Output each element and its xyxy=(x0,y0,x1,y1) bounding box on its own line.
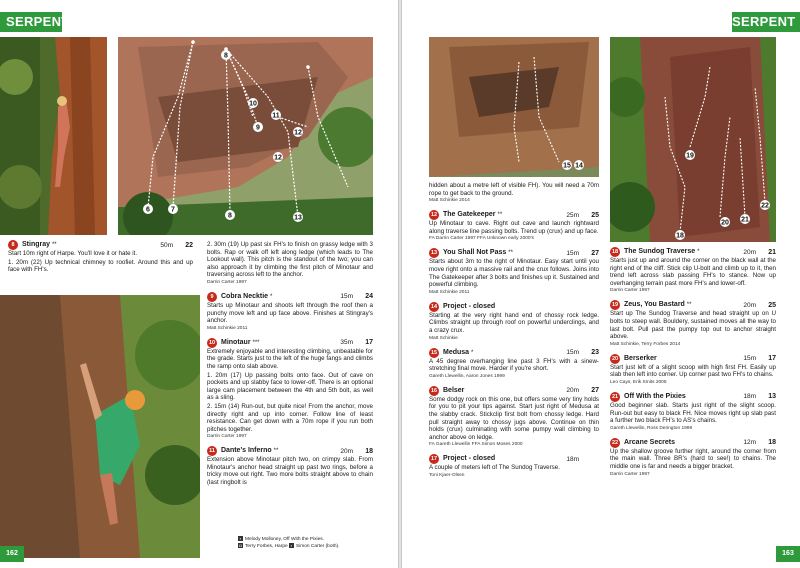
route-name: Minotaur xyxy=(221,338,251,346)
first-ascent: Darrin Carter 1997 xyxy=(207,434,247,440)
section-title: SERPENT xyxy=(732,14,796,29)
route-header xyxy=(8,240,193,250)
route-entry xyxy=(610,392,776,432)
topo-marker xyxy=(562,160,572,170)
topo-photo-sundog xyxy=(610,37,776,242)
route-pitch: 1. 20m (17) Up passing bolts onto face. Out of cave on pockets and up slabby face to lower-off. There is an optional large cam placement between the 4th and 5th bolt, as well as a sling. xyxy=(207,371,373,402)
route-number-badge: 17 xyxy=(430,456,438,463)
topo-marker-label: 19 xyxy=(686,152,694,160)
route-stars: ** xyxy=(273,448,279,455)
route-grade: 13 xyxy=(768,393,776,401)
topo-marker-label: 11 xyxy=(272,112,280,120)
route-stars: * xyxy=(270,293,273,300)
topo-marker xyxy=(143,204,153,214)
route-name: You Shall Not Pass xyxy=(443,249,507,257)
topo-marker-label: 14 xyxy=(575,162,583,170)
route-column-right-a xyxy=(429,182,599,485)
route-length: 18m xyxy=(743,393,756,401)
route-name: Medusa xyxy=(443,348,470,356)
first-ascent: Leo Cays, Erik Smits 2005 xyxy=(610,379,667,385)
route-stars: *** xyxy=(252,339,260,346)
route-length: 15m xyxy=(566,249,579,257)
camera-icon: ▪ xyxy=(290,542,293,548)
route-grade: 23 xyxy=(591,349,599,357)
route-name-wrap xyxy=(22,240,147,250)
topo-marker xyxy=(760,200,770,210)
route-grade: 17 xyxy=(365,339,373,347)
topo-marker-label: 15 xyxy=(563,162,571,170)
route-header xyxy=(610,438,776,448)
topo-marker-label: 10 xyxy=(249,100,257,108)
route-header xyxy=(429,302,599,312)
first-ascent: Matt Schinkie xyxy=(429,335,458,341)
route-entry xyxy=(610,247,776,294)
topo-marker xyxy=(740,214,750,224)
route-length: 20m xyxy=(340,447,353,455)
section-title: SERPENT xyxy=(6,14,70,29)
route-grade: 24 xyxy=(365,293,373,301)
route-grade: 21 xyxy=(768,248,776,256)
route-description: Some dodgy rock on this one, but offers some very tiny holds for you to pit your tips against. Start just right of Medusa at the slabby crack. Stickclip first bolt from chossy ledge. Hard pull straight away to chossy jugs above. Continue on thin holds (crux) culminating with some pumpy wall climbing to anchor above on ledge. xyxy=(429,395,599,441)
route-entry xyxy=(610,300,776,347)
route-name-wrap xyxy=(443,348,553,358)
route-name-wrap xyxy=(443,302,553,312)
route-length: 50m xyxy=(160,241,173,249)
route-grade: 17 xyxy=(768,355,776,363)
first-ascent: Gareth Llewellin, Ross Derington 1998 xyxy=(610,425,693,431)
route-entry xyxy=(610,354,776,386)
first-ascent: Darrin Carter 1997 xyxy=(610,288,650,294)
route-name: Off With the Pixies xyxy=(624,392,686,400)
route-description: A 45 degree overhanging line past 3 FH's with a sinew-stretching final move. Harder if you're short. xyxy=(429,357,599,373)
route-header xyxy=(610,392,776,402)
route-name-wrap xyxy=(624,392,730,402)
topo-marker-label: 8 xyxy=(228,212,232,220)
route-entry xyxy=(207,446,373,486)
route-description: Starts just up and around the corner on the black wall at the right end of the cliff. Stick clip U-bolt and climb up to it, then trend left across slab passing FH's to stance. Now up overhanging terrain past more FH's and lower-off. xyxy=(610,257,776,287)
route-length: 25m xyxy=(566,211,579,219)
route-grade: 22 xyxy=(185,241,193,249)
route-header xyxy=(429,348,599,358)
route-number-badge: 18 xyxy=(611,249,619,255)
first-ascent: FA Gareth Llewellin FFA Simon Moses 2000 xyxy=(429,442,523,448)
route-header xyxy=(429,248,599,258)
route-column-left-b xyxy=(207,240,373,493)
credit-line: Melody Molloney, Off With the Pixies. xyxy=(245,536,325,542)
route-entry xyxy=(610,438,776,478)
route-pitch: 1. 20m (22) Up technical chimney to roofiet. Around this and up face with FH's. xyxy=(8,258,193,274)
topo-marker-label: 22 xyxy=(761,202,769,210)
route-description: Good beginner slab. Starts just right of the slight scoop. Run-out but easy to black FH. Nice moves right up slab past a further two black FH's to AS's chains. xyxy=(610,401,776,425)
first-ascent: Toni Kjaer-Olsen xyxy=(429,472,465,478)
route-entry xyxy=(207,292,373,332)
route-name-wrap xyxy=(443,210,553,220)
route-description: Starts about 3m to the right of Minotaur. Easy start until you move right onto a massive rail and the crux follows. Joins into The Gatekeeper after 3 bolts and finishes up it. Sustained and powerful climbing. xyxy=(429,258,599,289)
route-header xyxy=(610,247,776,257)
route-length: 18m xyxy=(566,455,579,463)
route-grade: 25 xyxy=(591,211,599,219)
first-ascent: FA Darrin Carter 1997 FFA Unknown early 2000's xyxy=(429,236,534,242)
route-entry xyxy=(429,348,599,380)
route-description: Start 10m right of Harpe. You'll love it or hate it. xyxy=(8,250,138,257)
route-stars: * xyxy=(697,249,700,255)
route-stars: * xyxy=(471,349,474,356)
topo-marker-label: 6 xyxy=(146,206,150,214)
route-grade: 25 xyxy=(768,301,776,309)
topo-marker xyxy=(248,98,258,108)
route-length: 35m xyxy=(340,339,353,347)
right-page xyxy=(402,0,800,568)
route-name-wrap xyxy=(624,438,730,448)
route-entry xyxy=(429,248,599,295)
credit-line: Simon Carter (both). xyxy=(296,543,340,549)
route-name: Belser xyxy=(443,386,465,394)
camera-icon: ◘ xyxy=(239,542,242,548)
route-number-badge: 22 xyxy=(611,439,619,446)
route-pitch: 2. 30m (19) Up past six FH's to finish on grassy ledge with 3 bolts. Rap or walk off left along ledge (which leads to The Lookout wall). This pitch is the standout of the two; you can also approach it by climbing the first pitch of Minotaur and traversing across left to the anchor. xyxy=(207,241,373,279)
route-pitch: 2. 15m (14) Run-out, but quite nice! From the anchor, move directly right and up into corner. Follow line of least resistance. Can get down with a 70m rope if you run both pitches together. xyxy=(207,402,373,433)
topo-marker xyxy=(574,160,584,170)
route-name-wrap xyxy=(624,354,730,364)
route-name: The Sundog Traverse xyxy=(624,248,696,255)
photo-climber-pixies xyxy=(0,295,200,558)
route-number-badge: 12 xyxy=(430,212,438,219)
route-entry xyxy=(8,240,193,274)
topo-marker xyxy=(685,150,695,160)
credit-line: Terry Forbes, Harpe xyxy=(245,543,288,549)
route-number-badge: 20 xyxy=(611,355,619,362)
route-number-badge: 14 xyxy=(430,303,438,310)
topo-marker-label: 12 xyxy=(274,154,282,162)
route-length: 12m xyxy=(743,439,756,447)
route-description: Extension above Minotaur pitch two, on crimpy slab. From Minotaur's anchor head straight up past two rings, before a tricky move out right. Two more bolts straight above to chain (last ringbolt is xyxy=(207,456,373,487)
route-name-wrap xyxy=(624,247,730,257)
route-name-wrap xyxy=(221,338,327,348)
topo-marker-label: 8 xyxy=(224,52,228,60)
topo-marker-label: 20 xyxy=(721,219,729,227)
topo-marker-label: 12 xyxy=(294,129,302,137)
route-name-wrap xyxy=(221,446,327,456)
route-stars: ** xyxy=(686,302,692,309)
first-ascent: Darrin Carter 1997 xyxy=(207,279,247,285)
route-entry xyxy=(429,302,599,342)
route-description: Starts up Minotaur and shoots left through the roof then a punchy move left and up face above. Finishes at Stingray's anchor. xyxy=(207,301,373,325)
route-entry xyxy=(429,386,599,449)
route-name: Zeus, You Bastard xyxy=(624,301,685,309)
topo-marker-label: 21 xyxy=(741,216,749,224)
route-grade: 18 xyxy=(768,439,776,447)
route-description: hidden about a metre left of visible FH). You will need a 70m rope to get back to the ground. xyxy=(429,182,599,197)
route-name: Arcane Secrets xyxy=(624,438,675,446)
left-page xyxy=(0,0,398,568)
route-length: 15m xyxy=(743,355,756,363)
section-banner xyxy=(732,12,800,32)
topo-marker-label: 18 xyxy=(676,232,684,240)
route-name: The Gatekeeper xyxy=(443,211,496,219)
route-stars: ** xyxy=(508,250,513,257)
route-header xyxy=(429,386,599,396)
route-name-wrap xyxy=(443,248,553,258)
route-entry xyxy=(207,338,373,441)
route-description: Start up The Sundog Traverse and head straight up on U bolts to steep wall. Bouldery, sustained moves all the way to last bolt. Pull past the pumpy top out to anchor straight above. xyxy=(610,310,776,341)
route-number-badge: 10 xyxy=(208,339,216,346)
route-length: 15m xyxy=(566,349,579,357)
route-column-left-a xyxy=(8,240,193,280)
route-header xyxy=(207,292,373,302)
route-entry xyxy=(429,210,599,242)
route-grade: 18 xyxy=(365,447,373,455)
route-name: Stingray xyxy=(22,241,51,248)
topo-marker-label: 13 xyxy=(294,214,302,222)
first-ascent: Darrin Carter 1997 xyxy=(610,471,650,477)
first-ascent: Matt Schinkie 2011 xyxy=(207,325,248,331)
route-entry xyxy=(207,241,373,286)
page-number-left: 162 xyxy=(0,546,24,562)
route-length: 20m xyxy=(566,387,579,395)
route-name: Cobra Necktie xyxy=(221,292,269,300)
topo-photo-medusa xyxy=(429,37,599,177)
route-name: Project - closed xyxy=(443,302,496,310)
topo-marker-label: 9 xyxy=(256,124,260,132)
route-description: A couple of meters left of The Sundog Traverse. xyxy=(429,464,560,472)
topo-marker xyxy=(273,152,283,162)
photo-climber-stingray xyxy=(0,37,107,235)
route-number-badge: 9 xyxy=(207,292,217,302)
route-number-badge: 8 xyxy=(8,240,18,250)
route-name-wrap xyxy=(443,454,553,464)
route-name: Berserker xyxy=(624,354,657,362)
first-ascent: Gareth Llewellin, Aaron Jones 1999 xyxy=(429,373,505,379)
route-header xyxy=(610,300,776,310)
route-description: Up Minotaur to cave. Right out cave and launch rightward along traverse line passing bolts. Trend up (crux) and up face. xyxy=(429,220,599,235)
topo-marker xyxy=(675,230,685,240)
first-ascent: Matt Schinkie 2014 xyxy=(429,198,470,204)
route-description: Start just left of a slight scoop with high first FH. Easily up slab then left into corner. Up corner past two FH's to chains. xyxy=(610,363,776,379)
route-description: Extremely enjoyable and interesting climbing, unbeatable for the grade. Starts just to the left of the huge fangs and climbs the ramp onto slab above. xyxy=(207,347,373,370)
route-header xyxy=(207,338,373,348)
route-length: 15m xyxy=(340,293,353,301)
route-entry xyxy=(429,454,599,479)
topo-marker xyxy=(271,110,281,120)
route-column-right-b xyxy=(610,247,776,484)
route-name-wrap xyxy=(221,292,327,302)
topo-marker-label: 7 xyxy=(171,206,175,214)
route-name-wrap xyxy=(443,386,553,396)
section-banner xyxy=(0,12,70,32)
first-ascent: Matt Schinkie 2011 xyxy=(429,289,470,295)
route-number-badge: 16 xyxy=(430,387,438,394)
camera-icon: ▪ xyxy=(239,536,242,541)
route-description: Starting at the very right hand end of chossy rock ledge. Climbs straight up through roof on powerful underclings, and a crazy crux. xyxy=(429,311,599,334)
route-number-badge: 15 xyxy=(430,349,438,356)
topo-marker xyxy=(293,212,303,222)
route-number-badge: 13 xyxy=(430,250,438,257)
route-stars: ** xyxy=(497,212,503,219)
route-number-badge: 21 xyxy=(611,393,619,400)
route-number-badge: 11 xyxy=(207,446,217,456)
route-name: Dante's Inferno xyxy=(221,447,272,455)
route-grade: 27 xyxy=(591,387,599,395)
route-header xyxy=(610,354,776,364)
topo-marker xyxy=(168,204,178,214)
route-grade: 27 xyxy=(591,249,599,257)
route-description: Up the shallow groove further right, around the corner from the main wall. Three BR's (hard to see!) to chains. The middle one is far and needs a bigger bracket. xyxy=(610,447,776,470)
route-stars: ** xyxy=(51,242,57,248)
topo-marker xyxy=(221,50,231,60)
route-header xyxy=(207,446,373,456)
route-entry xyxy=(429,182,599,204)
topo-photo-main-wall xyxy=(118,37,373,235)
route-name-wrap xyxy=(624,300,730,310)
route-length: 20m xyxy=(743,301,756,309)
topo-marker xyxy=(225,210,235,220)
topo-marker xyxy=(720,217,730,227)
topo-marker xyxy=(293,127,303,137)
page-number-right: 163 xyxy=(776,546,800,562)
route-length: 20m xyxy=(743,248,756,256)
route-name: Project - closed xyxy=(443,455,496,463)
route-header xyxy=(429,210,599,220)
route-header xyxy=(429,454,599,464)
topo-marker xyxy=(253,122,263,132)
photo-credits xyxy=(238,536,339,550)
route-number-badge: 19 xyxy=(611,302,619,309)
first-ascent: Matt Schinkie, Terry Forbes 2014 xyxy=(610,341,681,347)
